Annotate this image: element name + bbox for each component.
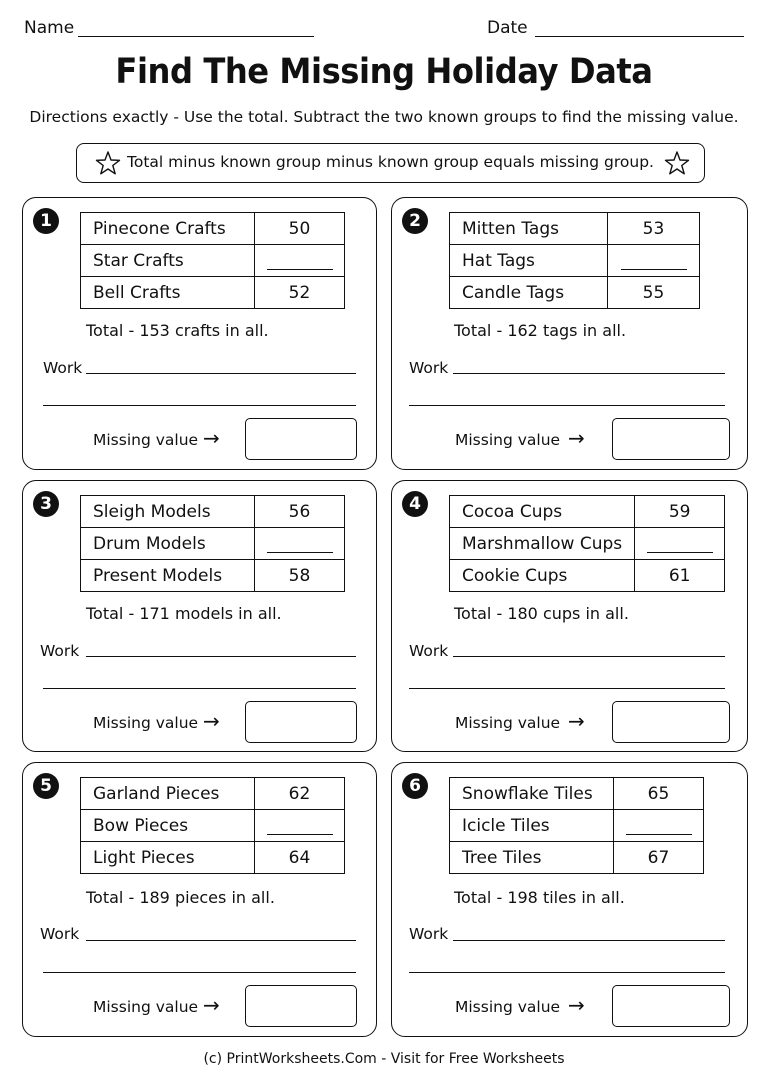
page-title: Find The Missing Holiday Data bbox=[115, 52, 653, 92]
table-row bbox=[81, 842, 345, 874]
table-row bbox=[450, 528, 725, 560]
row-value: 52 bbox=[255, 277, 345, 309]
row-value: 62 bbox=[255, 778, 345, 810]
problem-number-badge: 1 bbox=[33, 208, 59, 234]
problem-card-3 bbox=[22, 480, 377, 752]
row-label: Pinecone Crafts bbox=[81, 213, 255, 245]
table-row bbox=[81, 810, 345, 842]
arrow-right-icon: → bbox=[568, 993, 585, 1017]
problem-card-4 bbox=[391, 480, 748, 752]
arrow-right-icon: → bbox=[203, 993, 220, 1017]
missing-value-label: Missing value bbox=[93, 431, 199, 449]
problem-card-1 bbox=[22, 197, 377, 470]
work-line[interactable] bbox=[453, 656, 725, 657]
arrow-right-icon: → bbox=[203, 709, 220, 733]
work-label: Work bbox=[43, 359, 83, 377]
missing-cell bbox=[255, 810, 345, 842]
table-row bbox=[81, 213, 345, 245]
row-label: Candle Tags bbox=[450, 277, 608, 309]
answer-box[interactable] bbox=[245, 418, 357, 460]
work-line[interactable] bbox=[43, 688, 356, 689]
work-line[interactable] bbox=[86, 373, 356, 374]
name-label: Name bbox=[24, 18, 75, 38]
row-label: Sleigh Models bbox=[81, 496, 255, 528]
table-row bbox=[450, 842, 704, 874]
row-value: 64 bbox=[255, 842, 345, 874]
data-table bbox=[449, 495, 725, 592]
work-label: Work bbox=[409, 925, 449, 943]
problem-number-badge: 4 bbox=[402, 491, 428, 517]
work-line[interactable] bbox=[43, 405, 356, 406]
row-label: Mitten Tags bbox=[450, 213, 608, 245]
row-value: 61 bbox=[635, 560, 725, 592]
total-text: Total - 153 crafts in all. bbox=[86, 321, 269, 340]
row-label: Present Models bbox=[81, 560, 255, 592]
answer-box[interactable] bbox=[245, 701, 357, 743]
work-line[interactable] bbox=[453, 940, 725, 941]
work-line[interactable] bbox=[409, 405, 725, 406]
directions-text: Directions exactly - Use the total. Subtract the two known groups to find the missing value. bbox=[29, 108, 739, 126]
missing-cell bbox=[614, 810, 704, 842]
answer-blank[interactable] bbox=[267, 252, 333, 270]
row-value: 67 bbox=[614, 842, 704, 874]
table-row bbox=[450, 213, 700, 245]
row-label: Tree Tiles bbox=[450, 842, 614, 874]
missing-value-label: Missing value bbox=[455, 714, 561, 732]
row-label: Marshmallow Cups bbox=[450, 528, 635, 560]
row-label: Cookie Cups bbox=[450, 560, 635, 592]
problem-number-badge: 6 bbox=[402, 773, 428, 799]
name-field[interactable] bbox=[78, 36, 314, 37]
date-label: Date bbox=[487, 18, 528, 38]
row-value: 53 bbox=[608, 213, 700, 245]
missing-cell bbox=[255, 528, 345, 560]
work-label: Work bbox=[409, 642, 449, 660]
table-row bbox=[81, 560, 345, 592]
problem-number-badge: 5 bbox=[33, 773, 59, 799]
problem-card-6 bbox=[391, 762, 748, 1037]
arrow-right-icon: → bbox=[568, 426, 585, 450]
answer-blank[interactable] bbox=[647, 535, 713, 553]
work-line[interactable] bbox=[453, 373, 725, 374]
row-label: Light Pieces bbox=[81, 842, 255, 874]
star-icon bbox=[664, 150, 690, 176]
missing-value-label: Missing value bbox=[455, 431, 561, 449]
table-row bbox=[450, 810, 704, 842]
date-field[interactable] bbox=[535, 36, 744, 37]
table-row bbox=[81, 277, 345, 309]
footer-credit: (c) PrintWorksheets.Com - Visit for Free Worksheets bbox=[203, 1051, 565, 1067]
row-label: Garland Pieces bbox=[81, 778, 255, 810]
table-row bbox=[450, 277, 700, 309]
arrow-right-icon: → bbox=[568, 709, 585, 733]
table-row bbox=[450, 560, 725, 592]
row-label: Icicle Tiles bbox=[450, 810, 614, 842]
answer-box[interactable] bbox=[612, 701, 730, 743]
row-label: Bell Crafts bbox=[81, 277, 255, 309]
missing-value-label: Missing value bbox=[93, 998, 199, 1016]
table-row bbox=[450, 778, 704, 810]
row-value: 56 bbox=[255, 496, 345, 528]
work-line[interactable] bbox=[409, 972, 725, 973]
work-label: Work bbox=[40, 642, 80, 660]
data-table bbox=[80, 212, 345, 309]
arrow-right-icon: → bbox=[203, 426, 220, 450]
work-line[interactable] bbox=[86, 656, 356, 657]
work-label: Work bbox=[409, 359, 449, 377]
work-line[interactable] bbox=[43, 972, 356, 973]
row-value: 55 bbox=[608, 277, 700, 309]
total-text: Total - 198 tiles in all. bbox=[454, 888, 625, 907]
work-line[interactable] bbox=[409, 688, 725, 689]
total-text: Total - 162 tags in all. bbox=[454, 321, 627, 340]
row-value: 59 bbox=[635, 496, 725, 528]
answer-box[interactable] bbox=[612, 985, 730, 1027]
tip-text: Total minus known group minus known group equals missing group. bbox=[127, 153, 654, 171]
problem-number-badge: 2 bbox=[402, 208, 428, 234]
data-table bbox=[449, 212, 700, 309]
table-row bbox=[450, 496, 725, 528]
answer-blank[interactable] bbox=[267, 535, 333, 553]
row-label: Hat Tags bbox=[450, 245, 608, 277]
row-value: 65 bbox=[614, 778, 704, 810]
work-line[interactable] bbox=[86, 940, 356, 941]
row-label: Drum Models bbox=[81, 528, 255, 560]
table-row bbox=[81, 496, 345, 528]
missing-value-label: Missing value bbox=[93, 714, 199, 732]
row-label: Snowflake Tiles bbox=[450, 778, 614, 810]
row-label: Star Crafts bbox=[81, 245, 255, 277]
row-label: Bow Pieces bbox=[81, 810, 255, 842]
missing-cell bbox=[255, 245, 345, 277]
answer-blank[interactable] bbox=[267, 817, 333, 835]
total-text: Total - 189 pieces in all. bbox=[86, 888, 275, 907]
answer-blank[interactable] bbox=[621, 252, 687, 270]
answer-box[interactable] bbox=[245, 985, 357, 1027]
row-value: 58 bbox=[255, 560, 345, 592]
data-table bbox=[80, 777, 345, 874]
problem-number-badge: 3 bbox=[33, 491, 59, 517]
row-label: Cocoa Cups bbox=[450, 496, 635, 528]
missing-cell bbox=[635, 528, 725, 560]
work-label: Work bbox=[40, 925, 80, 943]
answer-blank[interactable] bbox=[626, 817, 692, 835]
missing-value-label: Missing value bbox=[455, 998, 561, 1016]
answer-box[interactable] bbox=[612, 418, 730, 460]
row-value: 50 bbox=[255, 213, 345, 245]
data-table bbox=[449, 777, 704, 874]
data-table bbox=[80, 495, 345, 592]
missing-cell bbox=[608, 245, 700, 277]
table-row bbox=[81, 245, 345, 277]
total-text: Total - 171 models in all. bbox=[86, 604, 282, 623]
tip-box bbox=[76, 143, 705, 183]
total-text: Total - 180 cups in all. bbox=[454, 604, 629, 623]
problem-card-5 bbox=[22, 762, 377, 1037]
table-row bbox=[450, 245, 700, 277]
table-row bbox=[81, 528, 345, 560]
problem-card-2 bbox=[391, 197, 748, 470]
table-row bbox=[81, 778, 345, 810]
